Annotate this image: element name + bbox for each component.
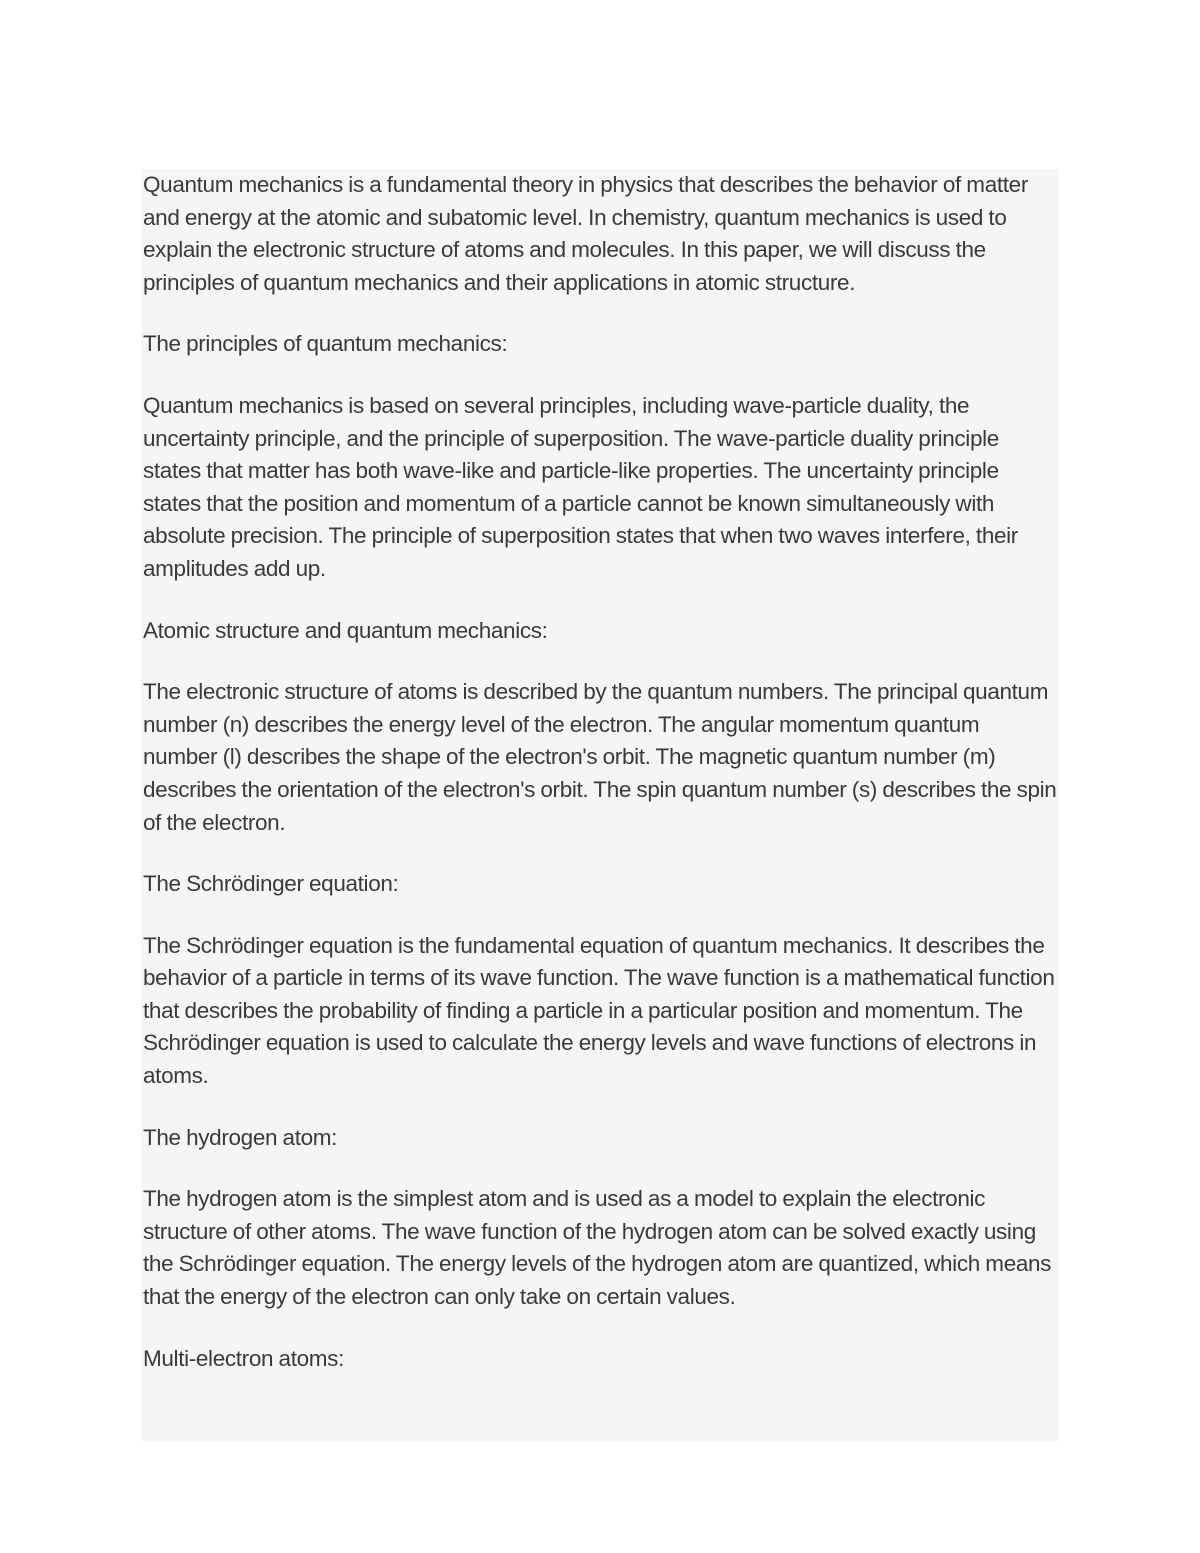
section-heading-atomic-structure: Atomic structure and quantum mechanics: — [143, 617, 548, 643]
principles-paragraph: Quantum mechanics is based on several principles, including wave-particle duality, the uncertainty principle, and the principle of superposition. The wave-particle duality principle states that matter has both wave-like and particle-like properties. The uncertainty principle states that the position and momentum of a particle cannot be known simultaneously with absolute precision. The principle of superposition states that when two waves interfere, their amplitudes add up. — [143, 392, 1018, 581]
schrodinger-paragraph: The Schrödinger equation is the fundamental equation of quantum mechanics. It describes the behavior of a particle in terms of its wave function. The wave function is a mathematical function that describes the probability of finding a particle in a particular position and momentum. The Schrödinger equation is used to calculate the energy levels and wave functions of electrons in atoms. — [143, 932, 1055, 1089]
intro-paragraph: Quantum mechanics is a fundamental theory in physics that describes the behavior of matter and energy at the atomic and subatomic level. In chemistry, quantum mechanics is used to explain the electronic structure of atoms and molecules. In this paper, we will discuss the principles of quantum mechanics and their applications in atomic structure. — [143, 172, 1028, 295]
section-heading-multi-electron: Multi-electron atoms: — [143, 1345, 344, 1371]
section-heading-hydrogen: The hydrogen atom: — [143, 1124, 338, 1150]
text-block — [141, 169, 1059, 1441]
section-heading-principles: The principles of quantum mechanics: — [143, 331, 508, 357]
hydrogen-paragraph: The hydrogen atom is the simplest atom and is used as a model to explain the electronic structure of other atoms. The wave function of the hydrogen atom can be solved exactly using the Schrödinger equation. The energy levels of the hydrogen atom are quantized, which means that the energy of the electron can only take on certain values. — [143, 1186, 1052, 1310]
section-heading-schrodinger: The Schrödinger equation: — [143, 871, 399, 897]
atomic-structure-paragraph: The electronic structure of atoms is described by the quantum numbers. The principal quantum number (n) describes the energy level of the electron. The angular momentum quantum number (l) describes the shape of the electron's orbit. The magnetic quantum number (m) describes the orientation of the electron's orbit. The spin quantum number (s) describes the spin of the electron. — [143, 679, 1057, 835]
